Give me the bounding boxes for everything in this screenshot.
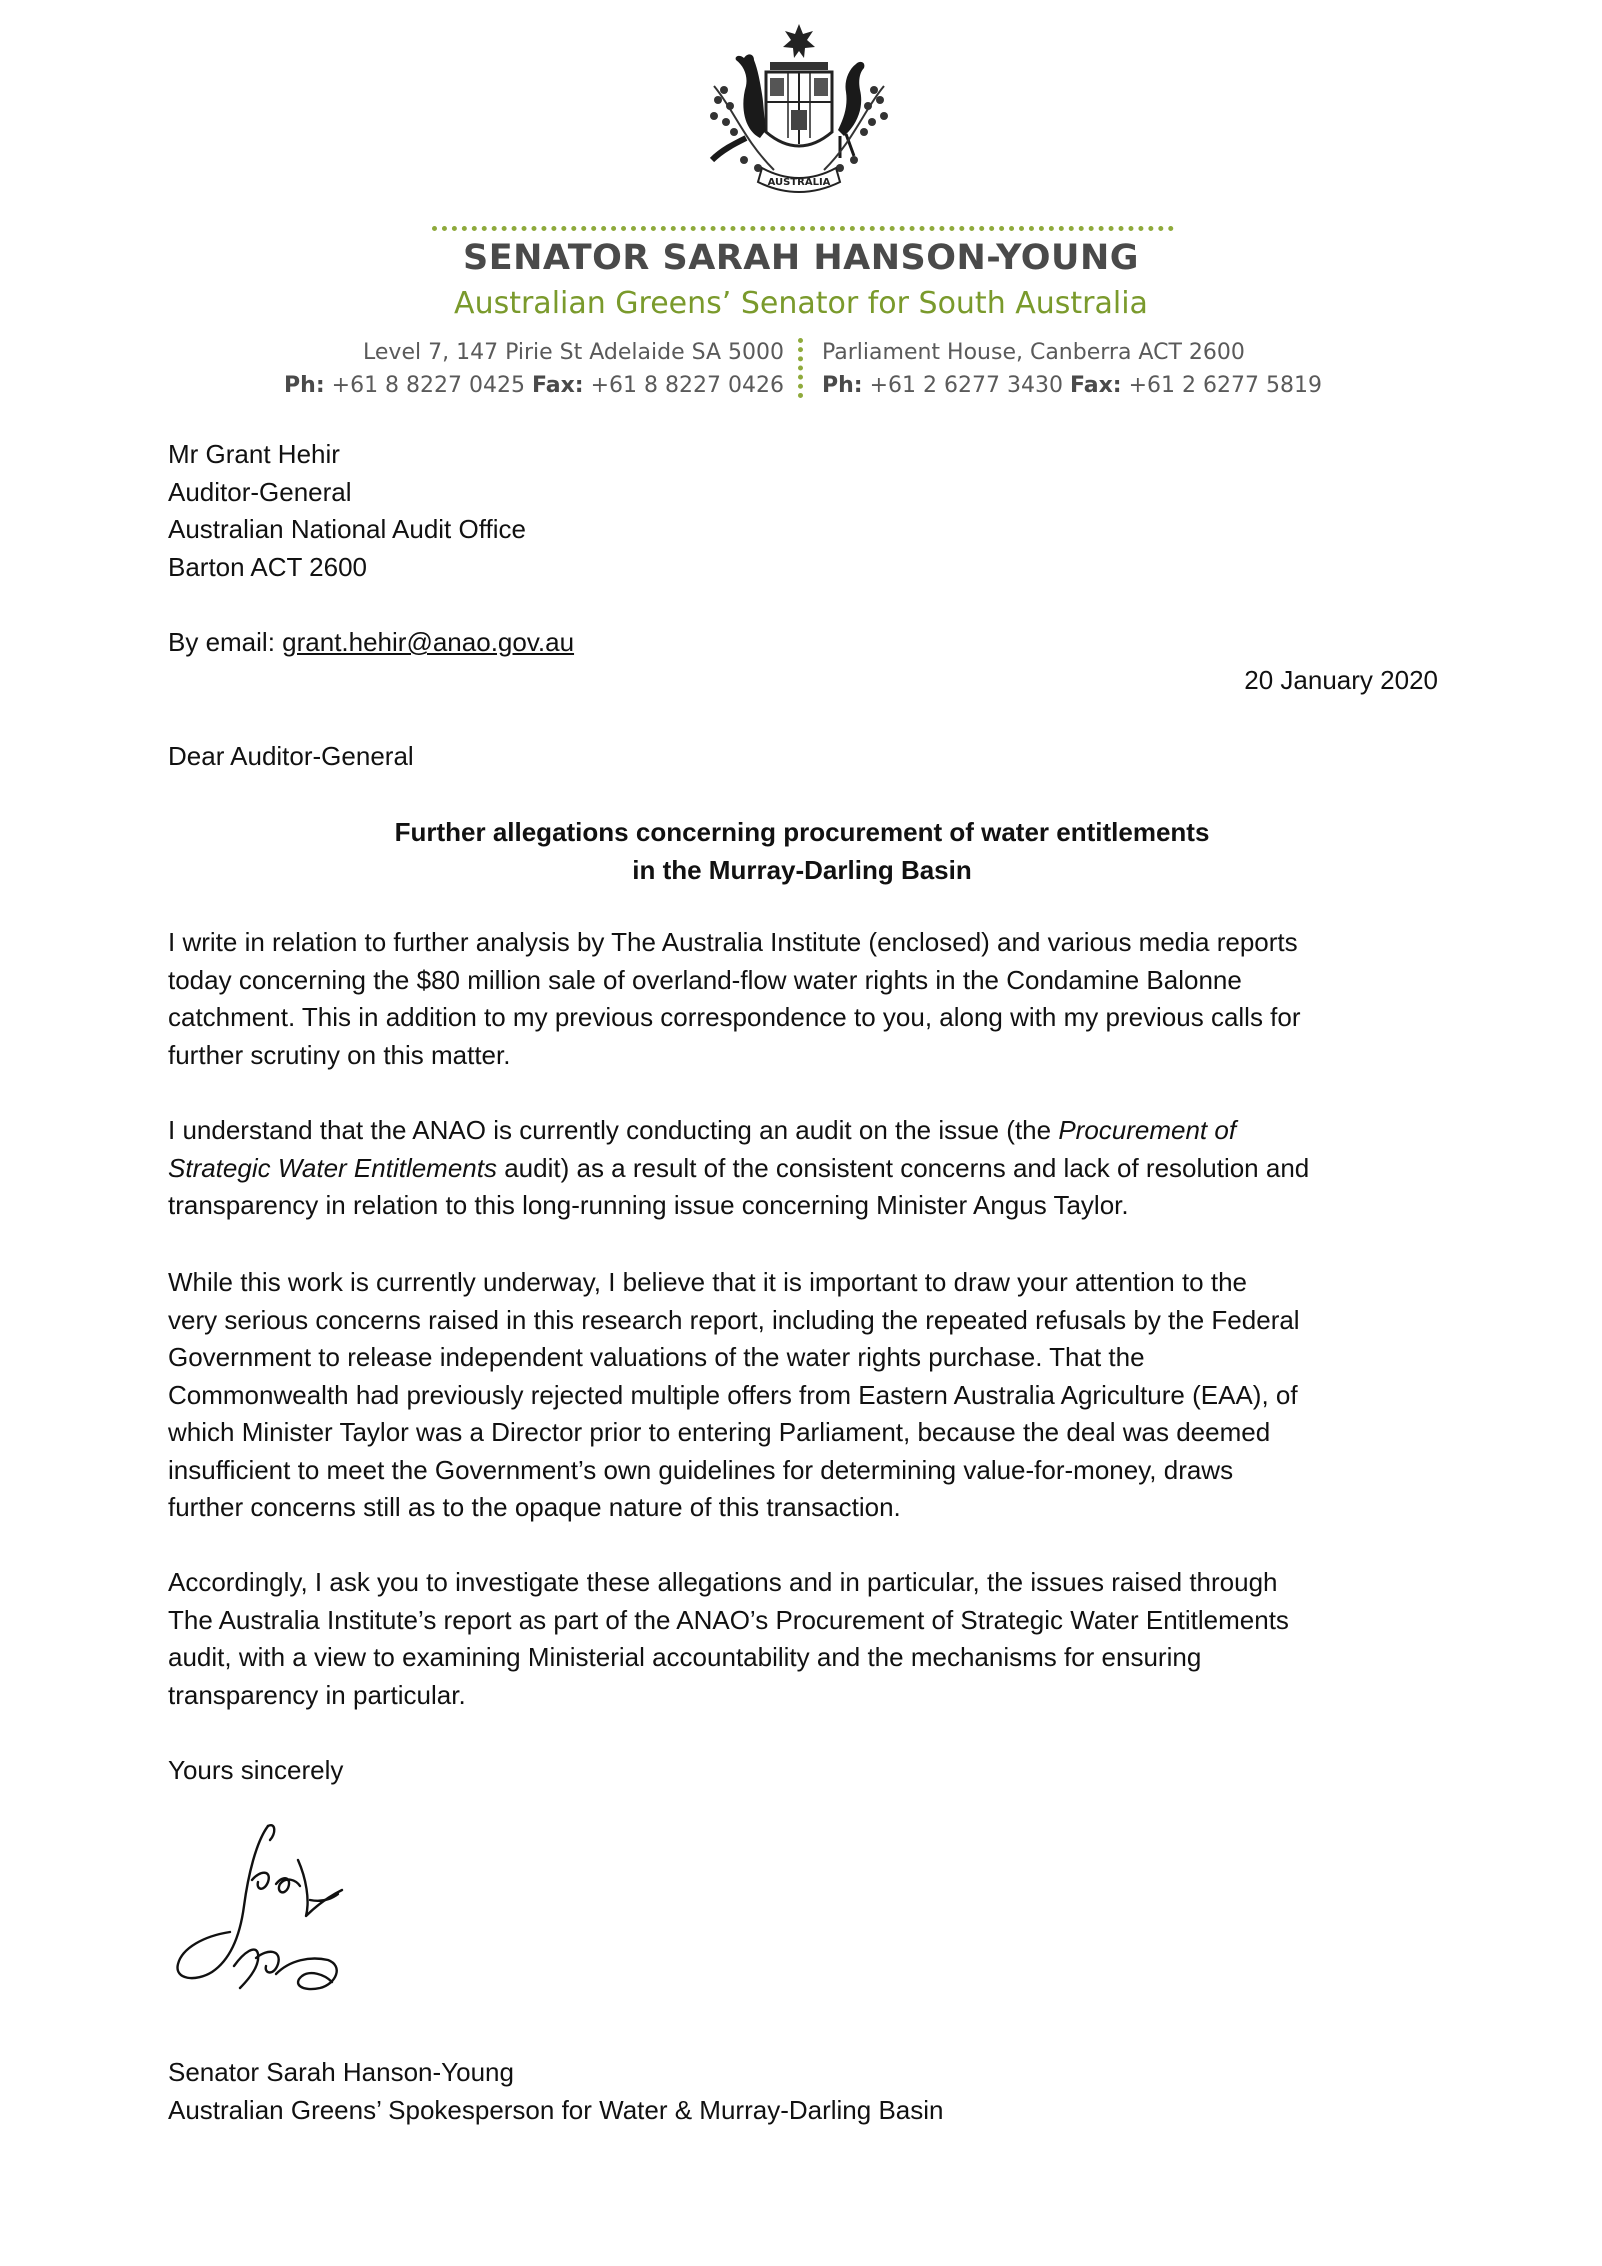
paragraph-line (168, 1112, 1436, 1150)
letterhead-office-adelaide (278, 336, 784, 402)
salutation: Dear Auditor-General (168, 741, 414, 771)
coat-of-arms-crest (674, 20, 924, 210)
office-adelaide-address: Level 7, 147 Pirie St Adelaide SA 5000 (363, 340, 784, 365)
subject-line-2: in the Murray-Darling Basin (632, 854, 972, 885)
audit-title-italic: Strategic Water Entitlements (168, 1152, 497, 1183)
paragraph-line: The Australia Institute’s report as part of the ANAO’s Procurement of Strategic Water Entitlements (168, 1604, 1289, 1635)
recipient-organisation: Australian National Audit Office (168, 514, 526, 544)
signatory-title: Australian Greens’ Spokesperson for Water & Murray-Darling Basin (168, 2094, 944, 2125)
recipient-name: Mr Grant Hehir (168, 439, 340, 469)
paragraph-line: While this work is currently underway, I believe that it is important to draw your attention to the (168, 1267, 1247, 1297)
body-paragraph-3 (168, 1264, 1436, 1527)
office-adelaide-phones (278, 369, 784, 402)
handwritten-signature-icon (160, 1820, 370, 2015)
body-paragraph-2 (168, 1112, 1436, 1225)
letter-subject (168, 814, 1436, 889)
office-adelaide-phone: +61 8 8227 0425 (331, 373, 526, 398)
phone-label: Ph: (284, 373, 325, 398)
phone-label: Ph: (822, 373, 863, 398)
by-email-line (168, 624, 1436, 662)
closing-valediction: Yours sincerely (168, 1755, 344, 1785)
paragraph-line: further scrutiny on this matter. (168, 1039, 511, 1070)
paragraph-line (168, 1150, 1436, 1188)
letterhead-senator-role: Australian Greens’ Senator for South Australia (454, 286, 1148, 321)
paragraph-line: which Minister Taylor was a Director prior to entering Parliament, because the deal was deemed (168, 1417, 1271, 1447)
body-paragraph-4 (168, 1564, 1436, 1714)
signoff-block (168, 2054, 1436, 2129)
paragraph-line: catchment. This in addition to my previous correspondence to you, along with my previous calls for (168, 1002, 1301, 1032)
paragraph-line: I write in relation to further analysis by The Australia Institute (enclosed) and various media reports (168, 927, 1298, 957)
paragraph-line: today concerning the $80 million sale of overland-flow water rights in the Condamine Balonne (168, 964, 1242, 995)
recipient-title: Auditor-General (168, 476, 352, 507)
recipient-email-link[interactable]: grant.hehir@anao.gov.au (282, 627, 575, 657)
paragraph-line: transparency in particular. (168, 1679, 466, 1710)
office-adelaide-fax: +61 8 8227 0426 (590, 373, 784, 398)
letterhead-contact-divider (798, 338, 803, 398)
paragraph-line: transparency in relation to this long-running issue concerning Minister Angus Taylor. (168, 1190, 1129, 1220)
office-canberra-phones (822, 369, 1342, 402)
crest-motto: AUSTRALIA (767, 177, 831, 188)
paragraph-line: Government to release independent valuations of the water rights purchase. That the (168, 1342, 1145, 1372)
paragraph-text: I understand that the ANAO is currently conducting an audit on the issue (the (168, 1115, 1059, 1145)
paragraph-line: Accordingly, I ask you to investigate these allegations and in particular, the issues raised through (168, 1567, 1278, 1597)
office-canberra-address: Parliament House, Canberra ACT 2600 (822, 340, 1245, 365)
paragraph-line: further concerns still as to the opaque nature of this transaction. (168, 1492, 901, 1522)
office-canberra-phone: +61 2 6277 3430 (869, 373, 1063, 398)
fax-label: Fax: (532, 373, 584, 398)
paragraph-line: very serious concerns raised in this research report, including the repeated refusals by the Federal (168, 1304, 1300, 1335)
subject-line-1: Further allegations concerning procurement of water entitlements (394, 817, 1210, 847)
recipient-locality: Barton ACT 2600 (168, 551, 367, 582)
signatory-name: Senator Sarah Hanson-Young (168, 2057, 514, 2087)
body-paragraph-1 (168, 924, 1436, 1074)
fax-label: Fax: (1069, 373, 1122, 398)
letterhead-rule-top (432, 226, 1174, 231)
paragraph-line: audit, with a view to examining Ministerial accountability and the mechanisms for ensuring (168, 1642, 1202, 1672)
audit-title-italic: Procurement of (1058, 1115, 1237, 1145)
by-email-label: By email: (168, 627, 275, 657)
letter-date: 20 January 2020 (1244, 665, 1438, 695)
paragraph-line: Commonwealth had previously rejected multiple offers from Eastern Australia Agriculture (EAA), of (168, 1379, 1298, 1410)
letterhead-senator-name: SENATOR SARAH HANSON-YOUNG (463, 238, 1139, 278)
coat-of-arms-icon (674, 20, 924, 210)
recipient-address (168, 436, 1436, 586)
office-canberra-fax: +61 2 6277 5819 (1128, 373, 1322, 398)
paragraph-line: insufficient to meet the Government’s own guidelines for determining value-for-money, draws (168, 1454, 1234, 1485)
paragraph-text: audit) as a result of the consistent concerns and lack of resolution and (497, 1152, 1310, 1183)
letterhead-office-canberra (822, 336, 1342, 402)
